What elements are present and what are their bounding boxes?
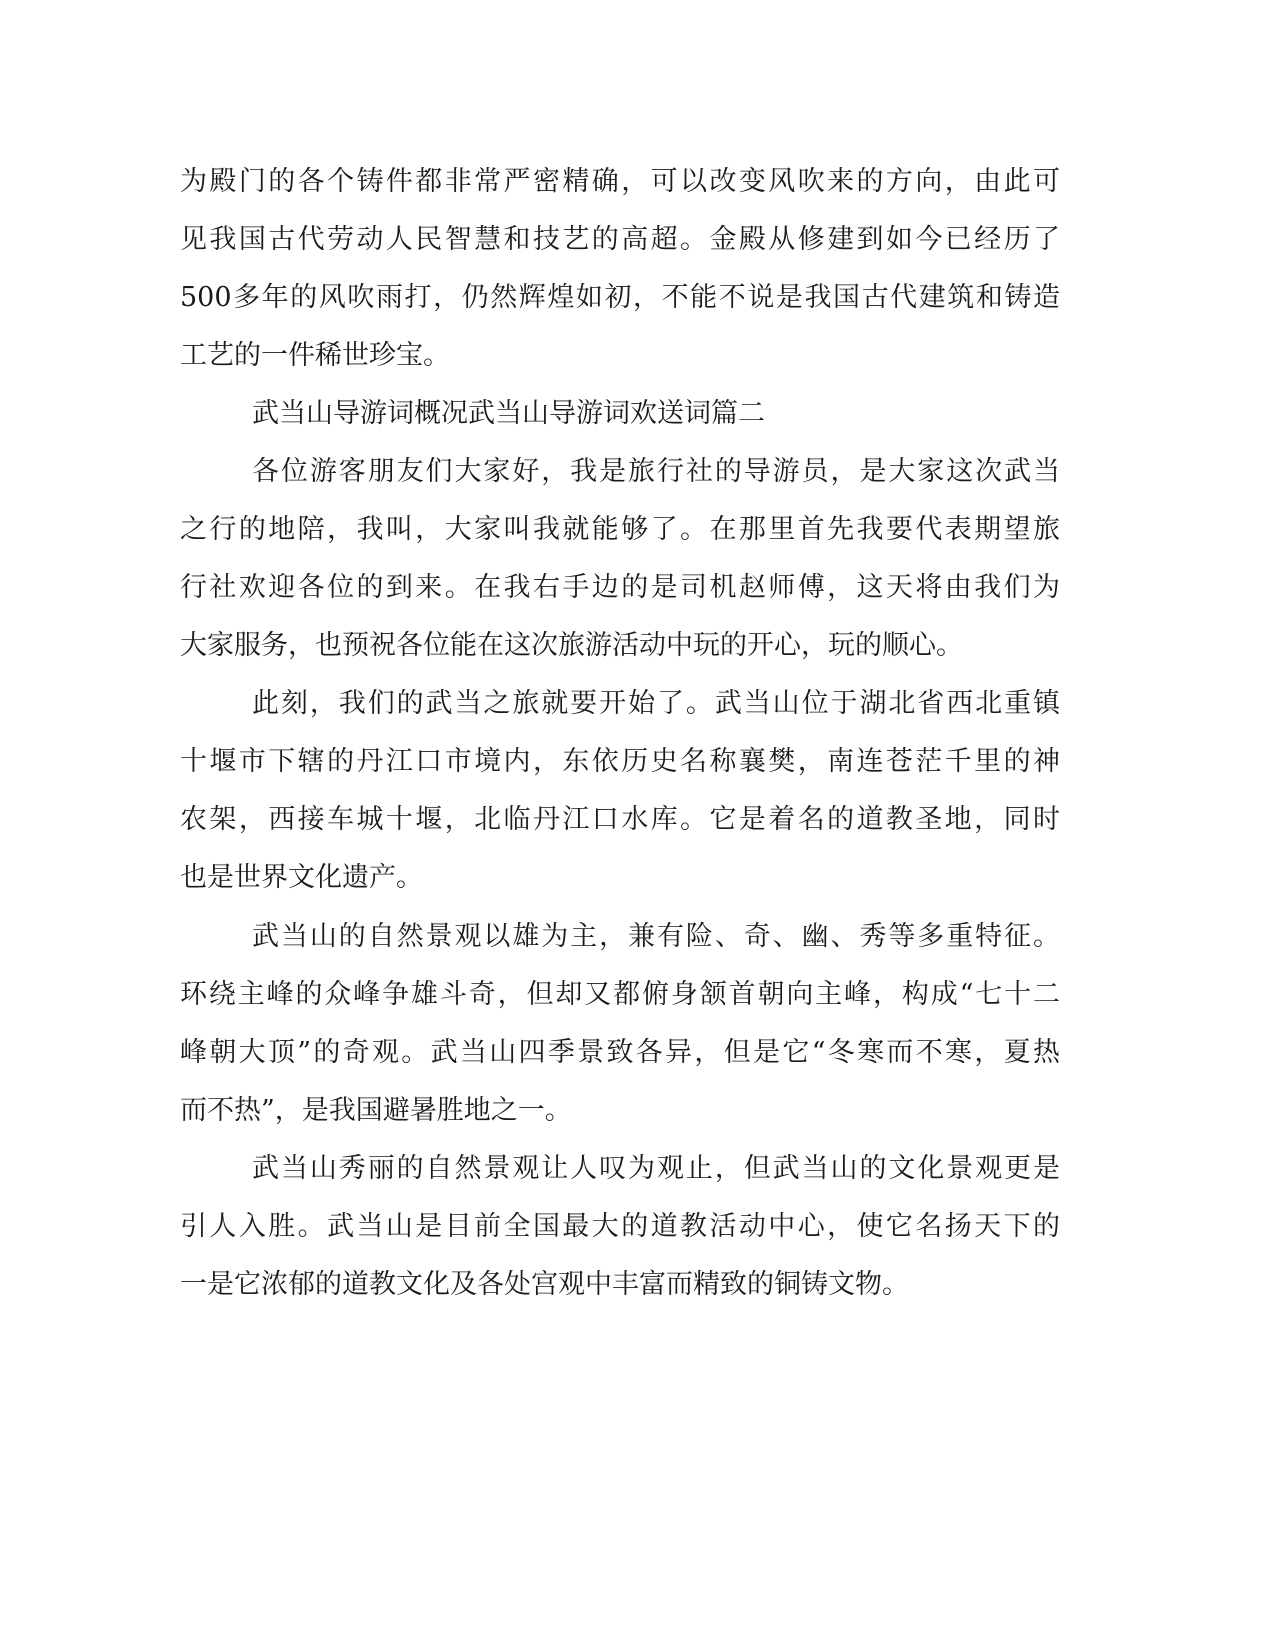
text-line: 十堰市下辖的丹江口市境内，东依历史名称襄樊，南连苍茫千里的神 bbox=[180, 746, 1060, 777]
text-line: 工艺的一件稀世珍宝。 bbox=[180, 340, 450, 371]
text-line: 而不热”，是我国避暑胜地之一。 bbox=[180, 1095, 572, 1126]
text-line: 峰朝大顶”的奇观。武当山四季景致各异，但是它“冬寒而不寒，夏热 bbox=[180, 1037, 1060, 1068]
text-line: 农架，西接车城十堰，北临丹江口水库。它是着名的道教圣地，同时 bbox=[180, 804, 1060, 835]
text-line: 引人入胜。武当山是目前全国最大的道教活动中心，使它名扬天下的 bbox=[180, 1211, 1060, 1242]
text-line: 也是世界文化遗产。 bbox=[180, 862, 423, 893]
text-line: 大家服务，也预祝各位能在这次旅游活动中玩的开心，玩的顺心。 bbox=[180, 630, 963, 661]
text-line: 行社欢迎各位的到来。在我右手边的是司机赵师傅，这天将由我们为 bbox=[180, 572, 1060, 603]
section-heading: 武当山导游词概况武当山导游词欢送词篇二 bbox=[252, 398, 765, 429]
text-line: 环绕主峰的众峰争雄斗奇，但却又都俯身颔首朝向主峰，构成“七十二 bbox=[180, 979, 1060, 1010]
text-line: 为殿门的各个铸件都非常严密精确，可以改变风吹来的方向，由此可 bbox=[180, 166, 1060, 197]
text-line: 武当山秀丽的自然景观让人叹为观止，但武当山的文化景观更是 bbox=[252, 1153, 1060, 1184]
text-line: 各位游客朋友们大家好，我是旅行社的导游员，是大家这次武当 bbox=[252, 456, 1060, 487]
text-line: 见我国古代劳动人民智慧和技艺的高超。金殿从修建到如今已经历了 bbox=[180, 224, 1060, 255]
text-line: 500多年的风吹雨打，仍然辉煌如初，不能不说是我国古代建筑和铸造 bbox=[180, 282, 1060, 313]
text-line: 之行的地陪，我叫，大家叫我就能够了。在那里首先我要代表期望旅 bbox=[180, 514, 1060, 545]
text-line: 一是它浓郁的道教文化及各处宫观中丰富而精致的铜铸文物。 bbox=[180, 1269, 909, 1300]
text-line: 武当山的自然景观以雄为主，兼有险、奇、幽、秀等多重特征。 bbox=[252, 921, 1060, 952]
text-line: 此刻，我们的武当之旅就要开始了。武当山位于湖北省西北重镇 bbox=[252, 688, 1060, 719]
